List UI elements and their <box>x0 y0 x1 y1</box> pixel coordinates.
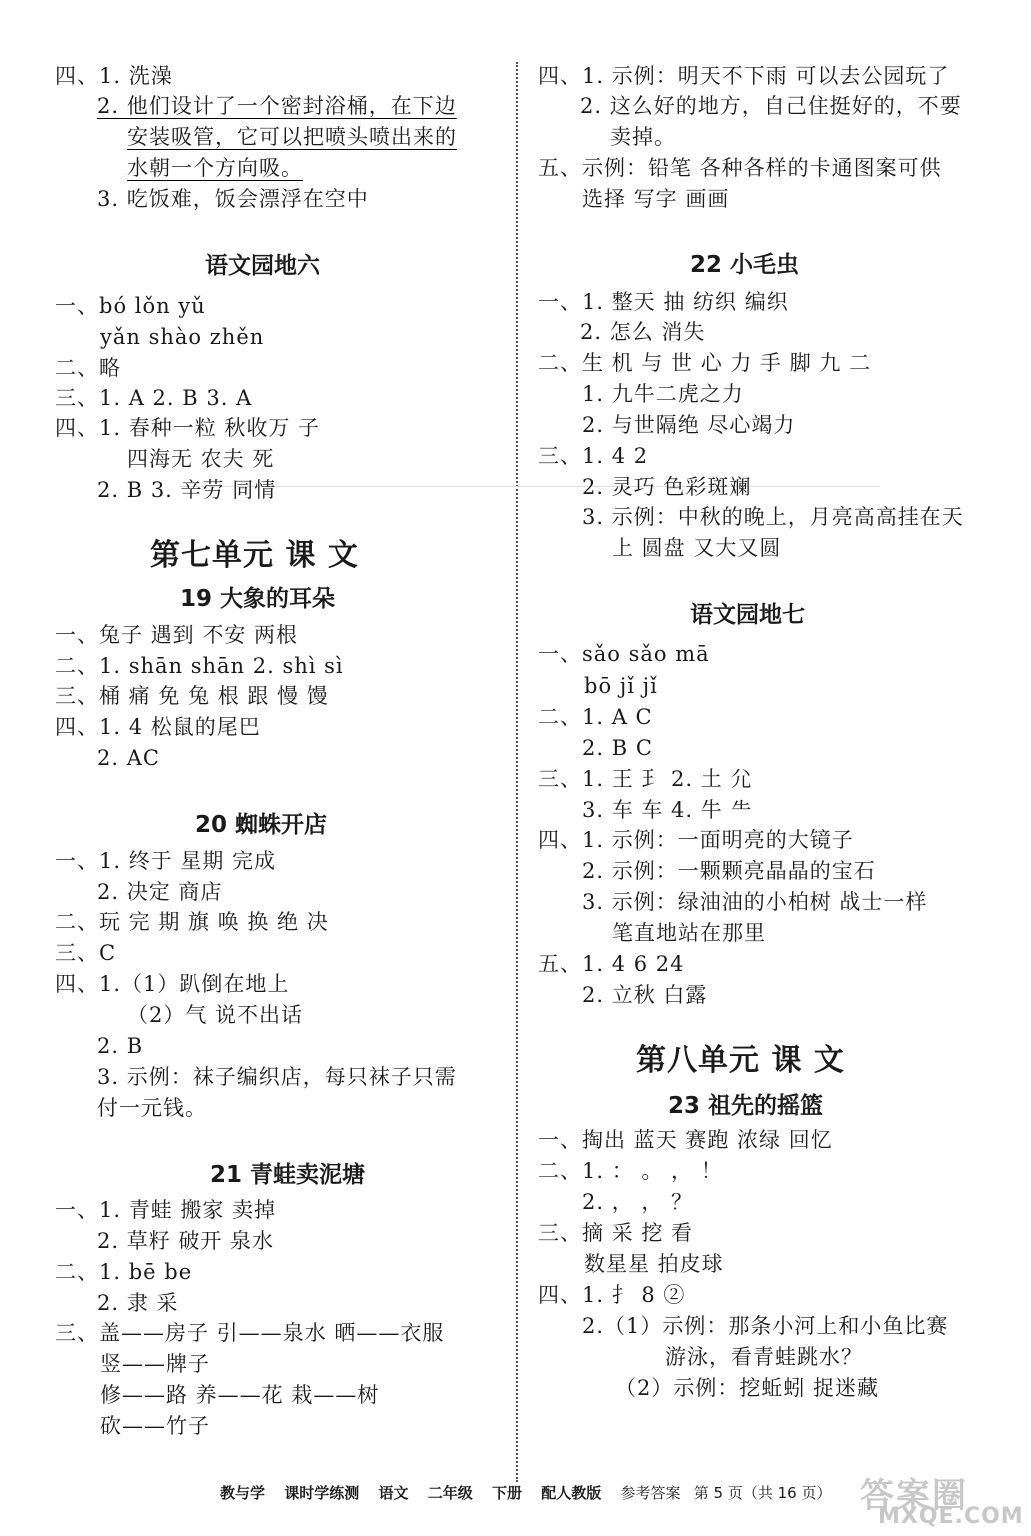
answer-line: 2. 示例：一颗颗亮晶晶的宝石 <box>582 859 876 883</box>
answer-line: 三、C <box>55 941 117 965</box>
answer-line: bō jǐ jǐ <box>584 674 658 698</box>
watermark-url: MXQE.COM <box>878 1504 1024 1529</box>
answer-line: 2. 他们设计了一个密封浴桶，在下边 <box>97 94 457 118</box>
footer-answers: 参考答案 <box>620 1484 681 1502</box>
answer-line: 3. 车 ⻋ 4. 牛 ⺧ <box>582 798 753 822</box>
answer-line: 二、1. ： 。 ， ！ <box>538 1159 723 1183</box>
answer-line: 四、1. 示例：一面明亮的大镜子 <box>538 828 854 852</box>
answer-line: 笔直地站在那里 <box>612 921 766 945</box>
answer-line: 二、生 机 与 世 心 力 手 脚 九 二 <box>538 351 872 375</box>
column-divider <box>516 62 518 1482</box>
answer-line: 四、1. 春种一粒 秋收万 子 <box>55 416 321 440</box>
answer-line: 二、玩 完 期 旗 唤 换 绝 决 <box>55 910 329 934</box>
answer-line: 四、1. 示例：明天不下雨 可以去公园玩了 <box>538 64 950 88</box>
answer-line: 2. B 3. 辛劳 同情 <box>97 478 277 502</box>
answer-line: 2. 怎么 消失 <box>580 320 706 344</box>
unit-title: 第八单元 课 文 <box>636 1043 845 1078</box>
answer-line: 二、1. A C <box>538 705 653 729</box>
footer-subject: 语文 <box>378 1484 409 1502</box>
answer-line: 二、1. shān shān 2. shì sì <box>55 654 344 678</box>
answer-line: 竖——牌子 <box>100 1352 210 1376</box>
answer-line: 二、1. bē be <box>55 1260 193 1284</box>
answer-line: 2. AC <box>97 746 160 770</box>
answer-line: 三、盖——房子 引——泉水 晒——衣服 <box>55 1321 445 1345</box>
answer-line: 四海无 农夫 死 <box>127 447 275 471</box>
answer-line: 2. 草籽 破开 泉水 <box>97 1229 275 1253</box>
footer-book: 教与学 <box>220 1484 266 1502</box>
answer-line: 一、sǎo sǎo mā <box>538 642 710 666</box>
answer-line: （2）示例：挖蚯蚓 捉迷藏 <box>615 1376 880 1400</box>
answer-line: 2. 与世隔绝 尽心竭力 <box>582 413 796 437</box>
answer-line: 3. 示例：绿油油的小柏树 战士一样 <box>582 890 928 914</box>
page-fold-line <box>180 486 880 487</box>
lesson-heading: 20 蜘蛛开店 <box>195 812 328 838</box>
answer-line: yǎn shào zhěn <box>100 325 265 349</box>
answer-line: 五、示例：铅笔 各种各样的卡通图案可供 <box>538 156 942 180</box>
answer-line: 三、1. A 2. B 3. A <box>55 386 253 410</box>
answer-line: 四、1. 洗澡 <box>55 64 173 88</box>
answer-line: 四、1. 扌 8 ② <box>538 1283 686 1307</box>
watermark-text: 答案圈 <box>860 1476 968 1516</box>
answer-line: 一、兔子 遇到 不安 两根 <box>55 623 299 647</box>
answer-line: 修——路 养——花 栽——树 <box>100 1383 380 1407</box>
answer-line: 3. 示例：中秋的晚上，月亮高高挂在天 <box>582 505 964 529</box>
footer-volume: 下册 <box>492 1484 523 1502</box>
answer-line: 一、bó lǒn yǔ <box>55 294 206 318</box>
answer-line: 2. B C <box>582 736 653 760</box>
answer-line: 2. 这么好的地方，自己住挺好的，不要 <box>580 94 962 118</box>
answer-line: 三、摘 采 挖 看 <box>538 1221 694 1245</box>
lesson-heading: 21 青蛙卖泥塘 <box>210 1162 366 1188</box>
answer-line: 2. 立秋 白露 <box>582 983 708 1007</box>
answer-line: 二、略 <box>55 356 121 380</box>
lesson-heading: 22 小毛虫 <box>690 252 800 278</box>
answer-line: 2. 决定 商店 <box>97 880 223 904</box>
answer-line: 数星星 拍皮球 <box>584 1252 724 1276</box>
section-heading: 语文园地六 <box>205 253 320 279</box>
section-heading: 语文园地七 <box>690 602 805 628</box>
answer-line: 选择 写字 画画 <box>582 187 730 211</box>
answer-line: 一、1. 整天 抽 纺织 编织 <box>538 290 789 314</box>
footer-series: 课时学练测 <box>284 1484 360 1502</box>
answer-line: 一、1. 终于 星期 完成 <box>55 849 277 873</box>
answer-line: 上 圆盘 又大又圆 <box>612 536 782 560</box>
lesson-heading: 23 祖先的摇篮 <box>668 1093 824 1119</box>
answer-line: 3. 示例：袜子编织店，每只袜子只需 <box>97 1065 457 1089</box>
answer-line: 2. 灵巧 色彩斑斓 <box>582 475 752 499</box>
answer-line: 四、1. 4 松鼠的尾巴 <box>55 715 261 739</box>
answer-line: 水朝一个方向吸。 <box>127 156 303 180</box>
answer-line: 三、1. 王 ⺩ 2. 土 ⺏ <box>538 767 753 791</box>
answer-line: 三、1. 4 2 <box>538 444 649 468</box>
lesson-heading: 19 大象的耳朵 <box>180 586 336 612</box>
answer-line: 2. 隶 采 <box>97 1291 179 1315</box>
answer-line: 一、1. 青蛙 搬家 卖掉 <box>55 1198 277 1222</box>
answer-line: 游泳，看青蛙跳水？ <box>665 1345 863 1369</box>
answer-line: 2. B <box>97 1034 144 1058</box>
answer-line: 五、1. 4 6 24 <box>538 952 685 976</box>
answer-line: 2. ， ， ？ <box>582 1190 694 1214</box>
answer-line: 付一元钱。 <box>97 1096 207 1120</box>
footer-grade: 二年级 <box>427 1484 473 1502</box>
answer-line: 2.（1）示例：那条小河上和小鱼比赛 <box>582 1314 949 1338</box>
watermark-logo <box>860 1468 1025 1532</box>
answer-line: 三、桶 痛 免 兔 根 跟 慢 馒 <box>55 684 329 708</box>
answer-line: 安装吸管，它可以把喷头喷出来的 <box>127 125 457 149</box>
page-number: 第 5 页（共 16 页） <box>693 1484 832 1502</box>
page-footer <box>220 1482 839 1503</box>
answer-line: 一、掏出 蓝天 赛跑 浓绿 回忆 <box>538 1128 833 1152</box>
answer-line: （2）气 说不出话 <box>127 1003 304 1027</box>
footer-edition: 配人教版 <box>541 1484 602 1502</box>
unit-title: 第七单元 课 文 <box>150 538 359 573</box>
answer-line: 3. 吃饭难，饭会漂浮在空中 <box>97 187 369 211</box>
answer-line: 1. 九牛二虎之力 <box>582 382 744 406</box>
answer-line: 卖掉。 <box>610 125 676 149</box>
answer-line: 四、1.（1）趴倒在地上 <box>55 972 290 996</box>
answer-line: 砍——竹子 <box>100 1414 210 1438</box>
